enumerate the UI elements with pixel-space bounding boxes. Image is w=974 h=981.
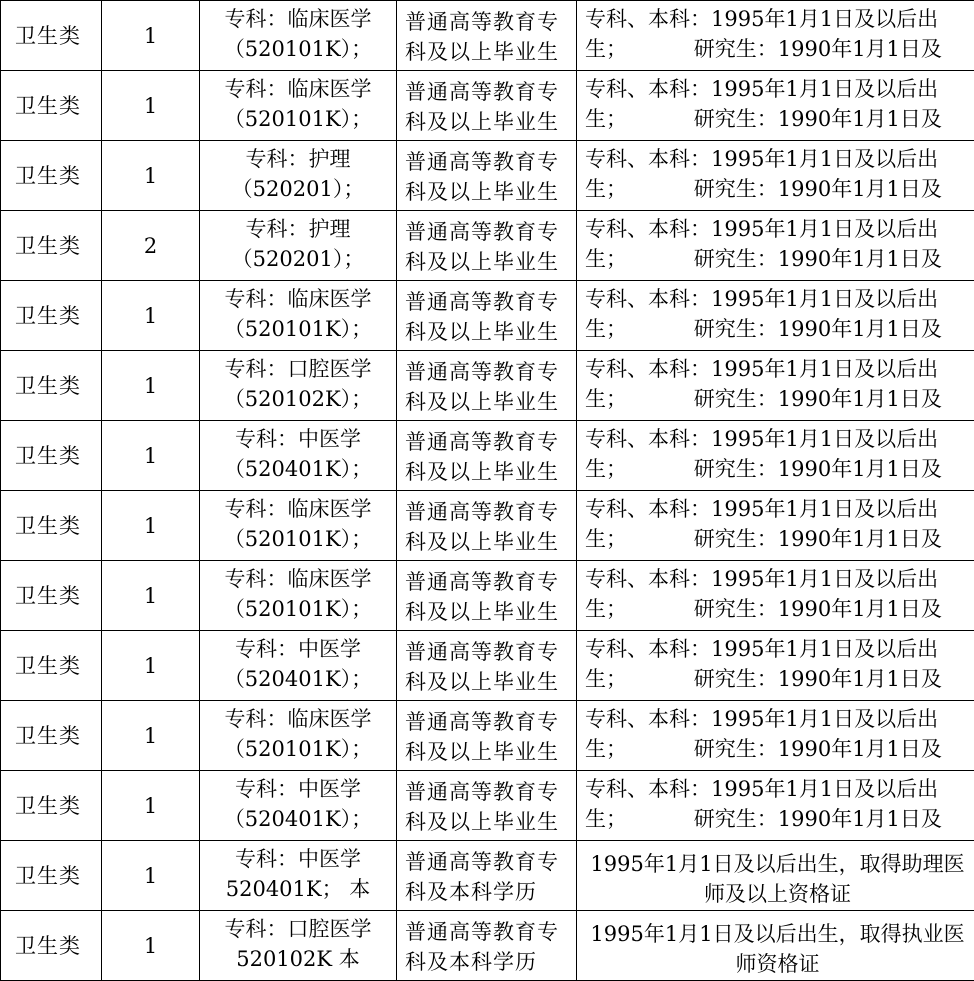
table-row <box>1 561 974 631</box>
education-cell-text: 普通高等教育专科及以上毕业生 <box>405 710 559 764</box>
count-cell-text: 1 <box>143 23 158 48</box>
count-cell <box>102 561 200 631</box>
table-row <box>1 911 974 981</box>
major-cell-text: 专科：中医学（520401K）； <box>223 777 373 831</box>
education-cell-text: 普通高等教育专科及以上毕业生 <box>405 780 559 834</box>
education-cell <box>397 561 577 631</box>
count-cell <box>102 631 200 701</box>
count-cell-text: 1 <box>143 93 158 118</box>
education-cell <box>397 1 577 71</box>
count-cell-text: 1 <box>143 303 158 328</box>
major-cell <box>200 771 397 841</box>
other-requirements-cell-text: 1995年1月1日及以后出生，取得执业医师资格证 <box>590 922 965 976</box>
count-cell <box>102 911 200 981</box>
other-requirements-cell <box>577 351 974 421</box>
major-cell-text: 专科：临床医学（520101K）； <box>223 287 373 341</box>
major-cell-text: 专科：口腔医学（520102K）； <box>223 357 373 411</box>
education-cell <box>397 841 577 911</box>
major-cell <box>200 281 397 351</box>
major-cell-text: 专科：中医学（520401K）； <box>223 427 373 481</box>
count-cell <box>102 841 200 911</box>
count-cell <box>102 141 200 211</box>
other-requirements-cell-text: 专科、本科：1995年1月1日及以后出生； 研究生：1990年1月1日及 <box>585 567 942 621</box>
category-cell <box>1 631 102 701</box>
major-cell-text: 专科：临床医学（520101K）； <box>223 497 373 551</box>
category-cell <box>1 211 102 281</box>
education-cell-text: 普通高等教育专科及以上毕业生 <box>405 360 559 414</box>
other-requirements-cell <box>577 631 974 701</box>
table-row <box>1 491 974 561</box>
major-cell-text: 专科：临床医学（520101K）； <box>223 7 373 61</box>
education-cell-text: 普通高等教育专科及以上毕业生 <box>405 640 559 694</box>
category-cell <box>1 911 102 981</box>
category-cell <box>1 141 102 211</box>
other-requirements-cell <box>577 561 974 631</box>
count-cell-text: 1 <box>143 373 158 398</box>
education-cell-text: 普通高等教育专科及本科学历 <box>405 850 559 904</box>
other-requirements-cell-text: 专科、本科：1995年1月1日及以后出生； 研究生：1990年1月1日及 <box>585 357 942 411</box>
major-cell-text: 专科：中医学520401K； 本 <box>225 847 371 901</box>
category-cell <box>1 771 102 841</box>
major-cell <box>200 561 397 631</box>
other-requirements-cell-text: 专科、本科：1995年1月1日及以后出生； 研究生：1990年1月1日及 <box>585 777 942 831</box>
category-cell-text: 卫生类 <box>15 373 81 398</box>
category-cell-text: 卫生类 <box>15 233 81 258</box>
table-row <box>1 281 974 351</box>
education-cell-text: 普通高等教育专科及以上毕业生 <box>405 290 559 344</box>
table-row <box>1 631 974 701</box>
education-cell <box>397 421 577 491</box>
count-cell <box>102 701 200 771</box>
category-cell-text: 卫生类 <box>15 723 81 748</box>
category-cell <box>1 491 102 561</box>
category-cell <box>1 351 102 421</box>
count-cell <box>102 351 200 421</box>
education-cell <box>397 141 577 211</box>
table-row <box>1 771 974 841</box>
category-cell-text: 卫生类 <box>15 23 81 48</box>
education-cell-text: 普通高等教育专科及以上毕业生 <box>405 220 559 274</box>
major-cell <box>200 631 397 701</box>
other-requirements-cell <box>577 911 974 981</box>
other-requirements-cell-text: 专科、本科：1995年1月1日及以后出生； 研究生：1990年1月1日及 <box>585 147 942 201</box>
education-cell-text: 普通高等教育专科及以上毕业生 <box>405 500 559 554</box>
category-cell-text: 卫生类 <box>15 443 81 468</box>
category-cell-text: 卫生类 <box>15 933 81 958</box>
category-cell-text: 卫生类 <box>15 93 81 118</box>
category-cell <box>1 701 102 771</box>
other-requirements-cell <box>577 771 974 841</box>
other-requirements-cell <box>577 701 974 771</box>
count-cell <box>102 211 200 281</box>
count-cell-text: 1 <box>143 863 158 888</box>
major-cell-text: 专科：护理（520201）； <box>231 147 365 201</box>
other-requirements-cell-text: 专科、本科：1995年1月1日及以后出生； 研究生：1990年1月1日及 <box>585 637 942 691</box>
other-requirements-cell-text: 专科、本科：1995年1月1日及以后出生； 研究生：1990年1月1日及 <box>585 7 942 61</box>
other-requirements-cell-text: 专科、本科：1995年1月1日及以后出生； 研究生：1990年1月1日及 <box>585 77 942 131</box>
count-cell <box>102 281 200 351</box>
education-cell <box>397 491 577 561</box>
major-cell-text: 专科：临床医学（520101K）； <box>223 707 373 761</box>
major-cell-text: 专科：临床医学（520101K）； <box>223 567 373 621</box>
other-requirements-cell-text: 专科、本科：1995年1月1日及以后出生； 研究生：1990年1月1日及 <box>585 497 942 551</box>
education-cell <box>397 771 577 841</box>
count-cell-text: 1 <box>143 723 158 748</box>
major-cell <box>200 841 397 911</box>
category-cell-text: 卫生类 <box>15 653 81 678</box>
major-cell <box>200 351 397 421</box>
major-cell-text: 专科：临床医学（520101K）； <box>223 77 373 131</box>
category-cell <box>1 71 102 141</box>
other-requirements-cell-text: 1995年1月1日及以后出生，取得助理医师及以上资格证 <box>590 852 965 906</box>
education-cell <box>397 71 577 141</box>
category-cell <box>1 841 102 911</box>
education-cell-text: 普通高等教育专科及以上毕业生 <box>405 430 559 484</box>
table-row <box>1 421 974 491</box>
other-requirements-cell <box>577 491 974 561</box>
category-cell <box>1 561 102 631</box>
table-row <box>1 841 974 911</box>
other-requirements-cell <box>577 841 974 911</box>
other-requirements-cell <box>577 1 974 71</box>
category-cell-text: 卫生类 <box>15 513 81 538</box>
category-cell <box>1 1 102 71</box>
major-cell <box>200 491 397 561</box>
major-cell <box>200 701 397 771</box>
category-cell-text: 卫生类 <box>15 303 81 328</box>
education-cell <box>397 911 577 981</box>
education-cell-text: 普通高等教育专科及以上毕业生 <box>405 570 559 624</box>
major-cell-text: 专科：中医学（520401K）； <box>223 637 373 691</box>
count-cell <box>102 421 200 491</box>
count-cell-text: 1 <box>143 163 158 188</box>
category-cell-text: 卫生类 <box>15 583 81 608</box>
count-cell-text: 2 <box>143 233 158 258</box>
major-cell <box>200 211 397 281</box>
other-requirements-cell-text: 专科、本科：1995年1月1日及以后出生； 研究生：1990年1月1日及 <box>585 427 942 481</box>
other-requirements-cell <box>577 281 974 351</box>
education-cell <box>397 701 577 771</box>
category-cell-text: 卫生类 <box>15 863 81 888</box>
other-requirements-cell-text: 专科、本科：1995年1月1日及以后出生； 研究生：1990年1月1日及 <box>585 707 942 761</box>
major-cell <box>200 1 397 71</box>
table-row <box>1 141 974 211</box>
major-cell-text: 专科：护理（520201）； <box>231 217 365 271</box>
category-cell <box>1 421 102 491</box>
category-cell-text: 卫生类 <box>15 163 81 188</box>
education-cell <box>397 211 577 281</box>
education-cell <box>397 631 577 701</box>
education-cell <box>397 281 577 351</box>
count-cell <box>102 771 200 841</box>
other-requirements-cell <box>577 211 974 281</box>
count-cell <box>102 71 200 141</box>
major-cell <box>200 71 397 141</box>
count-cell-text: 1 <box>143 793 158 818</box>
table-row <box>1 1 974 71</box>
education-cell <box>397 351 577 421</box>
table-body <box>1 1 974 981</box>
education-cell-text: 普通高等教育专科及以上毕业生 <box>405 80 559 134</box>
table-row <box>1 71 974 141</box>
other-requirements-cell <box>577 71 974 141</box>
count-cell-text: 1 <box>143 513 158 538</box>
other-requirements-cell <box>577 421 974 491</box>
other-requirements-cell-text: 专科、本科：1995年1月1日及以后出生； 研究生：1990年1月1日及 <box>585 287 942 341</box>
table-row <box>1 351 974 421</box>
count-cell-text: 1 <box>143 653 158 678</box>
other-requirements-cell <box>577 141 974 211</box>
major-cell <box>200 911 397 981</box>
count-cell-text: 1 <box>143 583 158 608</box>
table-row <box>1 211 974 281</box>
education-cell-text: 普通高等教育专科及以上毕业生 <box>405 10 559 64</box>
other-requirements-cell-text: 专科、本科：1995年1月1日及以后出生； 研究生：1990年1月1日及 <box>585 217 942 271</box>
category-cell-text: 卫生类 <box>15 793 81 818</box>
count-cell <box>102 491 200 561</box>
count-cell-text: 1 <box>143 933 158 958</box>
major-cell-text: 专科：口腔医学520102K 本 <box>224 917 372 971</box>
category-cell <box>1 281 102 351</box>
education-cell-text: 普通高等教育专科及本科学历 <box>405 920 559 974</box>
major-cell <box>200 421 397 491</box>
education-cell-text: 普通高等教育专科及以上毕业生 <box>405 150 559 204</box>
major-cell <box>200 141 397 211</box>
table-row <box>1 701 974 771</box>
count-cell <box>102 1 200 71</box>
count-cell-text: 1 <box>143 443 158 468</box>
